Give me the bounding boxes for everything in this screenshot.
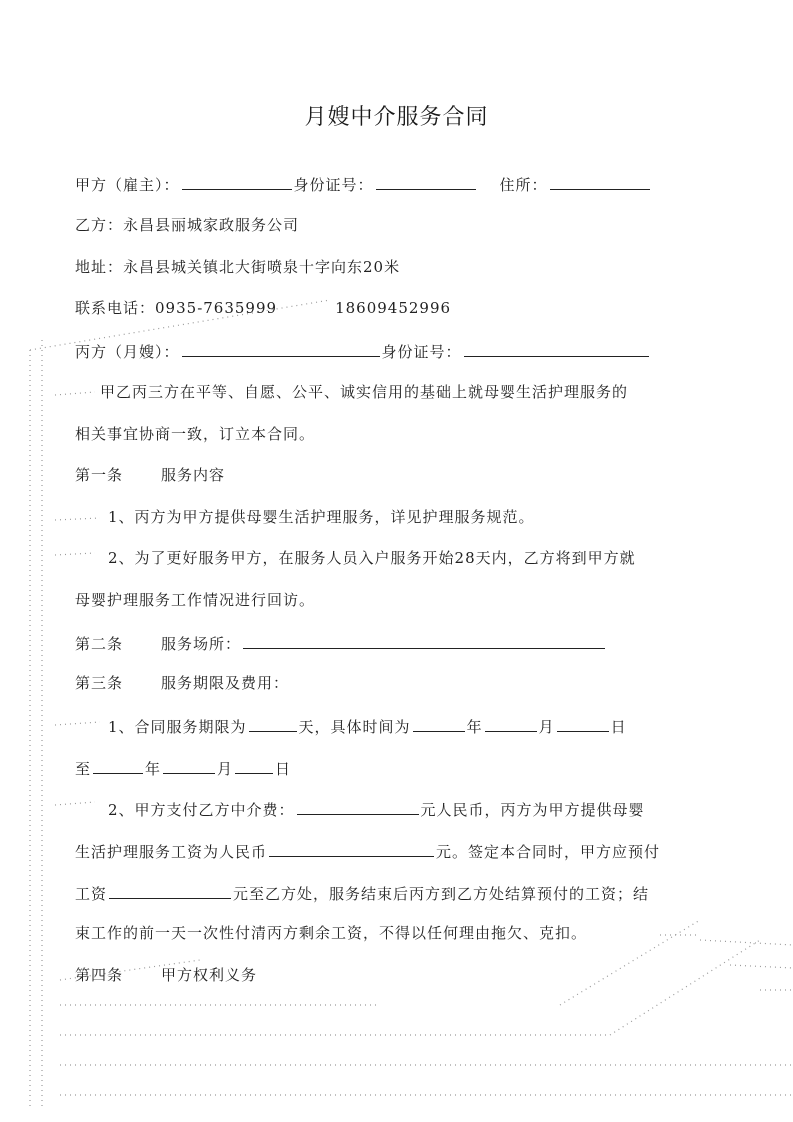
agency-fee-text: 元人民币，丙方为甲方提供母婴 <box>420 801 645 819</box>
term-days-blank[interactable] <box>249 715 297 732</box>
article-2-number: 第二条 <box>75 635 124 653</box>
start-month-blank[interactable] <box>485 715 537 732</box>
agency-fee-blank[interactable] <box>297 798 419 815</box>
to-label: 至 <box>75 760 92 778</box>
wage-label: 生活护理服务工资为人民币 <box>75 843 268 861</box>
article-1-item-2-line-2: 母婴护理服务工作情况进行回访。 <box>75 591 316 609</box>
end-year-blank[interactable] <box>93 757 143 774</box>
party-a-name-blank[interactable] <box>182 173 292 190</box>
party-b-phone-line <box>75 298 451 318</box>
article-3-title: 服务期限及费用： <box>161 674 290 692</box>
start-day-label: 日 <box>610 718 627 736</box>
article-2-title: 服务场所： <box>161 635 242 653</box>
party-b-address-line <box>75 257 400 277</box>
end-year-label: 年 <box>145 760 162 778</box>
party-b-name: 永昌县丽城家政服务公司 <box>123 216 300 234</box>
party-c-id-blank[interactable] <box>464 340 649 357</box>
end-month-label: 月 <box>217 760 234 778</box>
article-1-item-1: 1、丙方为甲方提供母婴生活护理服务，详见护理服务规范。 <box>108 508 535 526</box>
article-3-item-2-line-1 <box>108 798 645 820</box>
prepaid-wage-blank[interactable] <box>109 882 231 899</box>
phone-label: 联系电话： <box>75 299 156 317</box>
article-3-item-2-line-3 <box>75 882 649 904</box>
party-b-line <box>75 215 299 235</box>
party-b-address: 永昌县城关镇北大街喷泉十字向东20米 <box>123 258 401 276</box>
party-c-line <box>75 340 651 362</box>
start-year-blank[interactable] <box>413 715 465 732</box>
party-b-address-label: 地址： <box>75 258 124 276</box>
article-4-title: 甲方权利义务 <box>161 966 258 984</box>
phone-number-2: 18609452996 <box>335 299 452 317</box>
prepaid-wage-label: 工资 <box>75 885 108 903</box>
party-a-line <box>75 173 652 195</box>
service-location-blank[interactable] <box>243 632 605 649</box>
party-a-address-blank[interactable] <box>550 173 650 190</box>
article-4-number: 第四条 <box>75 966 124 984</box>
party-c-name-blank[interactable] <box>182 340 380 357</box>
article-3-heading <box>75 673 289 693</box>
article-3-item-1-line-1 <box>108 715 627 737</box>
party-a-id-blank[interactable] <box>376 173 476 190</box>
article-1-title: 服务内容 <box>161 466 226 484</box>
document-title: 月嫂中介服务合同 <box>304 105 489 130</box>
party-a-id-label: 身份证号： <box>293 176 374 194</box>
party-a-address-label: 住所： <box>499 176 548 194</box>
term-label: 1、合同服务期限为 <box>108 718 247 736</box>
prepaid-wage-text: 元至乙方处，服务结束后丙方到乙方处结算预付的工资；结 <box>233 885 650 903</box>
party-a-label: 甲方（雇主）： <box>75 176 180 194</box>
article-1-number: 第一条 <box>75 466 124 484</box>
article-3-number: 第三条 <box>75 674 124 692</box>
party-c-id-label: 身份证号： <box>381 343 462 361</box>
end-month-blank[interactable] <box>163 757 215 774</box>
article-4-heading <box>75 965 257 985</box>
article-1-item-2-line-1: 2、为了更好服务甲方，在服务人员入户服务开始28天内，乙方将到甲方就 <box>108 549 636 567</box>
intro-line-2: 相关事宜协商一致，订立本合同。 <box>75 425 316 443</box>
article-2-heading <box>75 632 607 654</box>
article-3-item-1-line-2 <box>75 757 291 779</box>
start-year-label: 年 <box>466 718 483 736</box>
intro-line-1: 甲乙丙三方在平等、自愿、公平、诚实信用的基础上就母婴生活护理服务的 <box>100 383 629 401</box>
start-month-label: 月 <box>538 718 555 736</box>
wage-amount-blank[interactable] <box>269 840 434 857</box>
phone-number-1: 0935-7635999 <box>155 299 278 317</box>
specific-time-label: 天，具体时间为 <box>298 718 411 736</box>
party-c-label: 丙方（月嫂）： <box>75 343 180 361</box>
party-b-label: 乙方： <box>75 216 124 234</box>
article-3-item-2-line-4: 束工作的前一天一次性付清丙方剩余工资，不得以任何理由拖欠、克扣。 <box>75 924 588 942</box>
agency-fee-label: 2、甲方支付乙方中介费： <box>108 801 295 819</box>
start-day-blank[interactable] <box>557 715 609 732</box>
wage-text: 元。签定本合同时，甲方应预付 <box>436 843 661 861</box>
article-1-heading <box>75 465 225 485</box>
end-day-blank[interactable] <box>235 757 273 774</box>
end-day-label: 日 <box>275 760 292 778</box>
article-3-item-2-line-2 <box>75 840 660 862</box>
